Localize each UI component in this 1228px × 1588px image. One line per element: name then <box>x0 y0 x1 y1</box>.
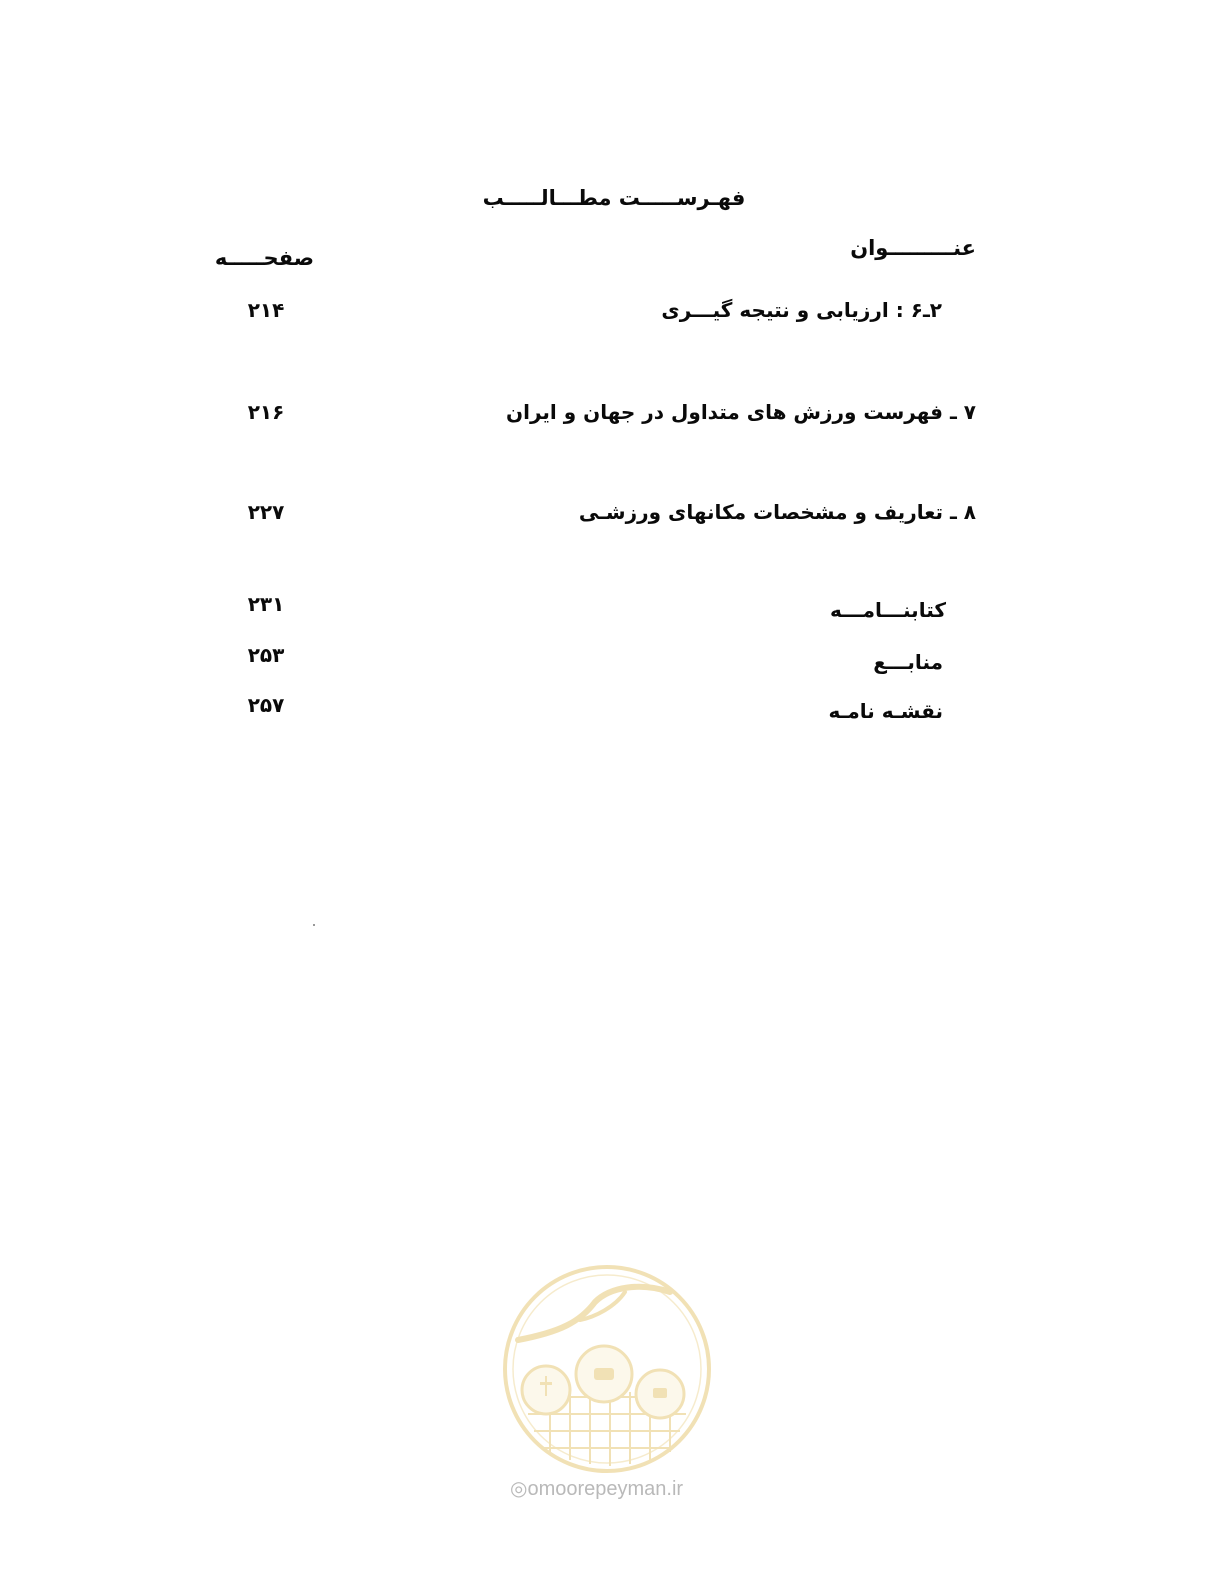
watermark-url-text: omoorepeyman.ir <box>527 1478 684 1500</box>
globe-icon: ◎ <box>510 1478 528 1500</box>
toc-entry-label: نقشـه نامـه <box>828 699 943 723</box>
watermark-url <box>510 1476 710 1501</box>
toc-entry-label: ۲ـ۶ : ارزیابی و نتیجه گیـــری <box>661 298 942 322</box>
toc-entry-label: ۷ ـ فهرست ورزش های متداول در جهان و ایران <box>506 400 976 424</box>
page-title: فهـرســـــت مطـــالـــــب <box>482 186 746 210</box>
toc-entry-page: ۲۵۳ <box>247 643 285 667</box>
scan-speck <box>313 924 315 926</box>
toc-entry-page: ۲۱۶ <box>247 400 285 424</box>
title-column-header: عنـــــــــوان <box>850 236 976 260</box>
toc-entry-label: منابـــع <box>873 650 943 674</box>
page-column-header: صفحـــــه <box>214 246 314 270</box>
toc-entry-page: ۲۵۷ <box>247 693 285 717</box>
toc-entry-label: کتابنـــامـــه <box>829 598 946 622</box>
toc-entry-page: ۲۳۱ <box>247 592 285 616</box>
toc-entry-page: ۲۱۴ <box>247 298 285 322</box>
toc-entry-label: ۸ ـ تعاریف و مشخصات مکانهای ورزشـی <box>578 500 976 524</box>
watermark-logo <box>500 1262 714 1476</box>
toc-entry-page: ۲۲۷ <box>247 500 285 524</box>
